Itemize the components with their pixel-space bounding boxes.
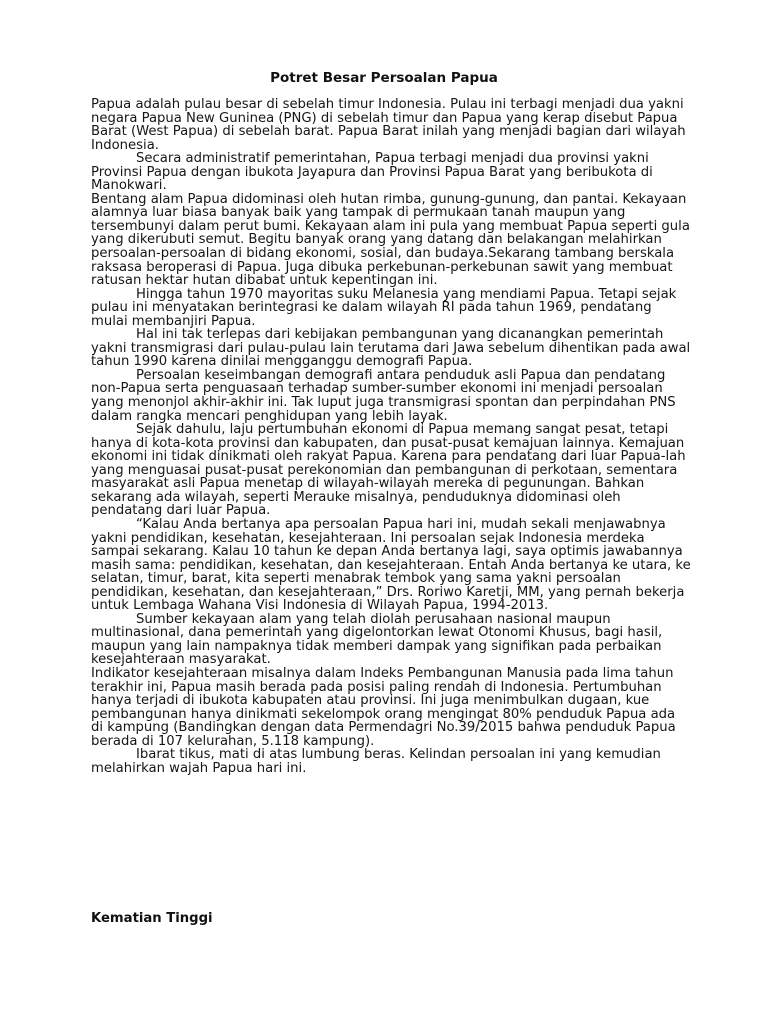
paragraph-7: Sejak dahulu, laju pertumbuhan ekonomi di Papua memang sangat pesat, tetapi hanya di kota-kota provinsi dan kabupaten, dan pusat-pusat kemajuan lainnya. Kemajuan ekonomi ini tidak dinikmati oleh rakyat Papua. Karena para pendatang dari luar Papua-lah yang menguasai pusat-pusat perekonomian dan pembangunan di perkotaan, sementara masyarakat asli Papua menetap di wilayah-wilayah mereka di pegunungan. Bahkan sekarang ada wilayah, seperti Merauke misalnya, penduduknya didominasi oleh pendatang dari luar Papua. — [91, 422, 686, 519]
section-heading: Kematian Tinggi — [91, 911, 213, 926]
document-title: Potret Besar Persoalan Papua — [270, 70, 498, 86]
paragraph-9: Sumber kekayaan alam yang telah diolah perusahaan nasional maupun multinasional, dana pemerintah yang digelontorkan lewat Otonomi Khusus, bagi hasil, maupun yang lain nampaknya tidak memberi dampak yang signifikan pada perbaikan kesejahteraan masyarakat. — [91, 611, 663, 668]
paragraph-1: Papua adalah pulau besar di sebelah timur Indonesia. Pulau ini terbagi menjadi dua yakni negara Papua New Guninea (PNG) di sebelah timur dan Papua yang kerap disebut Papua Barat (West Papua) di sebelah barat. Papua Barat inilah yang menjadi bagian dari wilayah Indonesia. — [91, 97, 686, 153]
paragraph-4: Hingga tahun 1970 mayoritas suku Melanesia yang mendiami Papua. Tetapi sejak pulau ini menyatakan berintegrasi ke dalam wilayah RI pada tahun 1969, pendatang mulai membanjiri Papua. — [91, 286, 677, 329]
paragraph-2: Secara administratif pemerintahan, Papua terbagi menjadi dua provinsi yakni Provinsi Papua dengan ibukota Jayapura dan Provinsi Papua Barat yang beribukota di Manokwari. — [91, 151, 653, 194]
paragraph-3: Bentang alam Papua didominasi oleh hutan rimba, gunung-gunung, dan pantai. Kekayaan alamnya luar biasa banyak baik yang tampak di permukaan tanah maupun yang tersembunyi dalam perut bumi. Kekayaan alam ini pula yang membuat Papua seperti gula yang dikerubuti semut. Begitu banyak orang yang datang dan belakangan melahirkan persoalan-persoalan di bidang ekonomi, sosial, dan budaya.Sekarang tambang berskala raksasa beroperasi di Papua. Juga dibuka perkebunan-perkebunan sawit yang membuat ratusan hektar hutan dibabat untuk kepentingan ini. — [91, 191, 690, 289]
paragraph-5: Hal ini tak terlepas dari kebijakan pembangunan yang dicanangkan pemerintah yakni transmigrasi dari pulau-pulau lain terutama dari Jawa sebelum dihentikan pada awal tahun 1990 karena dinilai mengganggu demografi Papua. — [91, 327, 691, 370]
paragraph-10: Indikator kesejahteraan misalnya dalam Indeks Pembangunan Manusia pada lima tahun terakhir ini, Papua masih berada pada posisi paling rendah di Indonesia. Pertumbuhan hanya terjadi di ibukota kabupaten atau provinsi. Ini juga menimbulkan dugaan, kue pembangunan hanya dinikmati sekelompok orang mengingat 80% penduduk Papua ada di kampung (Bandingkan dengan data Permendagri No.39/2015 bahwa penduduk Papua berada di 107 kelurahan, 5.118 kampung). — [91, 665, 676, 749]
paragraph-8-quote: “Kalau Anda bertanya apa persoalan Papua hari ini, mudah sekali menjawabnya yakni pendidikan, kesehatan, kesejahteraan. Ini persoalan sejak Indonesia merdeka sampai sekarang. Kalau 10 tahun ke depan Anda bertanya lagi, saya optimis jawabannya masih sama: pendidikan, kesehatan, dan kesejahteraan. Entah Anda bertanya ke utara, ke selatan, timur, barat, kita seperti menabrak tembok yang sama yakni persoalan pendidikan, kesehatan, dan kesejahteraan,” Drs. Roriwo Karetji, MM, yang pernah bekerja untuk Lembaga Wahana Visi Indonesia di Wilayah Papua, 1994-2013. — [91, 516, 691, 614]
document-body — [91, 98, 691, 775]
paragraph-6: Persoalan keseimbangan demografi antara penduduk asli Papua dan pendatang non-Papua serta penguasaan terhadap sumber-sumber ekonomi ini menjadi persoalan yang menonjol akhir-akhir ini. Tak luput juga transmigrasi spontan dan perpindahan PNS dalam rangka mencari penghidupan yang lebih layak. — [91, 367, 676, 424]
paragraph-11: Ibarat tikus, mati di atas lumbung beras. Kelindan persoalan ini yang kemudian melahirkan wajah Papua hari ini. — [91, 747, 661, 776]
